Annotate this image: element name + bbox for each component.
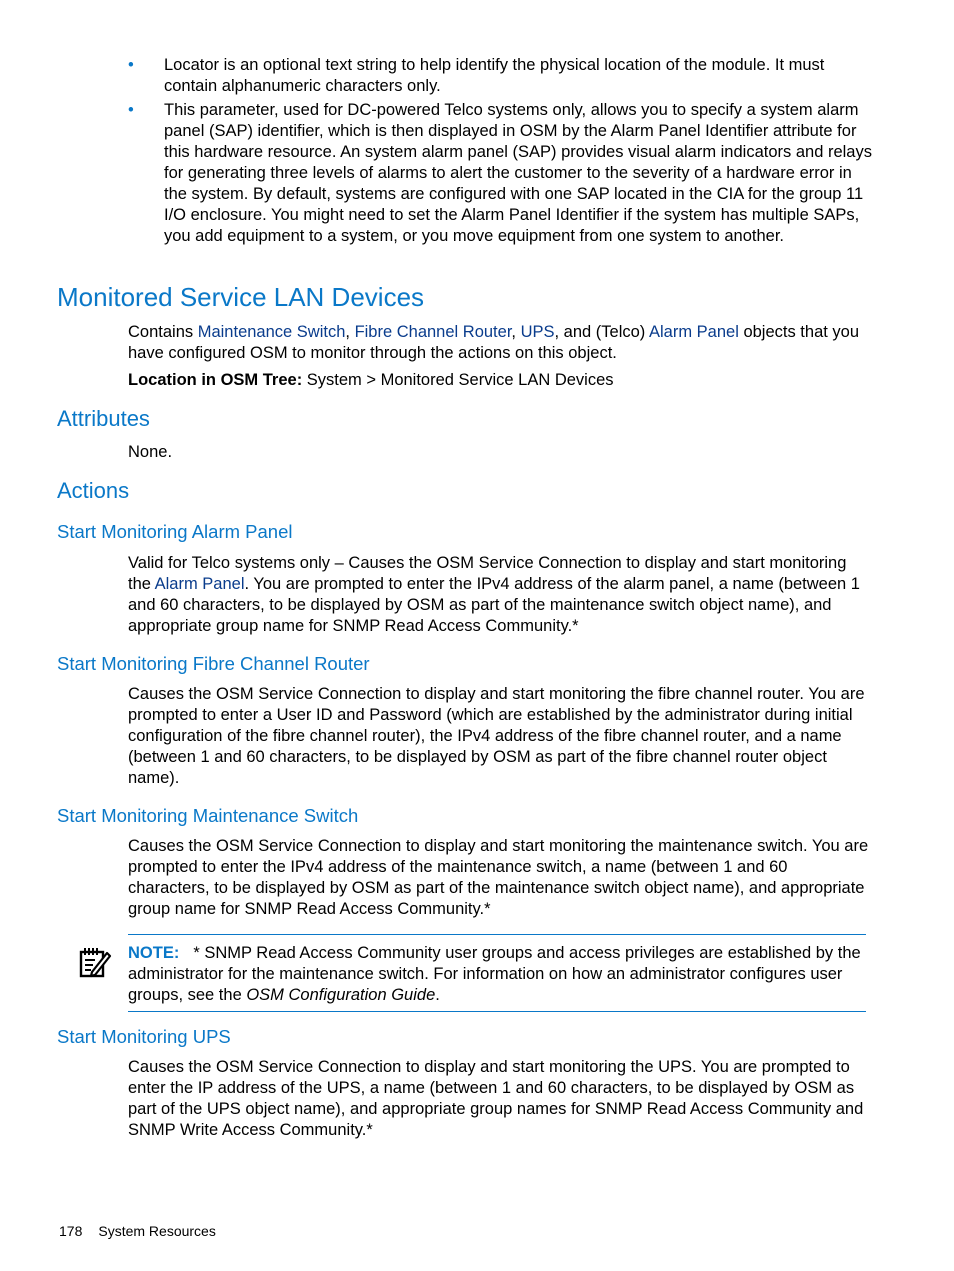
page-footer: [59, 1222, 216, 1240]
intro-text: objects that you have configured OSM to monitor through the actions on this object.: [128, 323, 860, 362]
bullet-marker: •: [128, 101, 134, 119]
bullet-list: [128, 55, 873, 250]
intro-text: Contains: [128, 323, 198, 341]
location-label: Location in OSM Tree:: [128, 371, 303, 389]
attributes-heading: Attributes: [57, 406, 150, 431]
page-number: 178: [59, 1223, 83, 1239]
fibre-channel-text: Causes the OSM Service Connection to display and start monitoring the fibre channel router. You are prompted to enter a User ID and Password (which are established by the administrator during initial configuration of the fibre channel router), the IPv4 address of the fibre channel router, and a name (between 1 and 60 characters, to be displayed by OSM as part of the fibre channel router object name).: [128, 685, 865, 787]
maintenance-switch-text: Causes the OSM Service Connection to display and start monitoring the maintenance switch. You are prompted to enter the IPv4 address of the maintenance switch, a name (between 1 and 60 characters, to be displayed by OSM as part of the maintenance switch object name), and appropriate group name for SNMP Read Access Community.*: [128, 837, 869, 918]
intro-separator: ,: [511, 323, 521, 341]
note-icon: [78, 945, 112, 979]
note-label: NOTE:: [128, 944, 180, 962]
maintenance-switch-heading: Start Monitoring Maintenance Switch: [57, 805, 359, 826]
link-fibre-channel-router[interactable]: Fibre Channel Router: [354, 323, 512, 341]
ups-heading: Start Monitoring UPS: [57, 1026, 231, 1047]
guide-title: OSM Configuration Guide: [246, 986, 436, 1004]
note-body: * SNMP Read Access Community user groups and access privileges are established by the administrator for the maintenance switch. For information on how an administrator configures user groups, see the: [128, 944, 861, 1004]
bullet-marker: •: [128, 56, 134, 74]
intro-separator: ,: [345, 323, 355, 341]
list-item-text: Locator is an optional text string to help identify the physical location of the module. It must contain alphanumeric characters only.: [164, 56, 825, 95]
alarm-panel-text: [128, 553, 870, 637]
alarm-panel-heading: Start Monitoring Alarm Panel: [57, 521, 293, 542]
footer-section: System Resources: [98, 1223, 216, 1239]
link-alarm-panel[interactable]: Alarm Panel: [648, 323, 739, 341]
list-item: [128, 100, 873, 247]
list-item-text: This parameter, used for DC-powered Telco systems only, allows you to specify a system alarm panel (SAP) identifier, which is then displayed in OSM by the Alarm Panel Identifier attribute for this hardware resource. An system alarm panel (SAP) provides visual alarm indicators and relays for generating three levels of alarms to alert the customer to the severity of a hardware error in the system. By default, systems are configured with one SAP located in the CIA for the group 11 I/O enclosure. You might need to set the Alarm Panel Identifier if the system has multiple SAPs, you add equipment to a system, or you move equipment from one system to another.: [164, 101, 872, 245]
location-value: System > Monitored Service LAN Devices: [302, 371, 614, 389]
alarm-panel-text-part: . You are prompted to enter the IPv4 address of the alarm panel, a name (between 1 and 60 characters, to be displayed by OSM as part of the maintenance switch object name), and appropriate group name for SNMP Read Access Community.*: [128, 575, 860, 635]
section-title: Monitored Service LAN Devices: [57, 282, 425, 312]
section-intro: [128, 322, 870, 364]
link-ups[interactable]: UPS: [520, 323, 555, 341]
intro-text: , and (Telco): [554, 323, 649, 341]
note-box: [128, 934, 866, 1012]
note-end: .: [435, 986, 440, 1004]
fibre-channel-heading: Start Monitoring Fibre Channel Router: [57, 653, 370, 674]
list-item: [128, 55, 873, 97]
attributes-text: None.: [128, 443, 173, 461]
location-line: [128, 370, 870, 391]
link-alarm-panel-inline[interactable]: Alarm Panel: [154, 575, 245, 593]
ups-text: Causes the OSM Service Connection to display and start monitoring the UPS. You are prompted to enter the IP address of the UPS, a name (between 1 and 60 characters, to be displayed by OSM as part of the UPS object name), and appropriate group names for SNMP Read Access Community and SNMP Write Access Community.*: [128, 1058, 864, 1139]
alarm-panel-text-part: Valid for Telco systems only – Causes the OSM Service Connection to display and start monitoring the: [128, 554, 847, 593]
link-maintenance-switch[interactable]: Maintenance Switch: [197, 323, 346, 341]
note-text: [128, 943, 864, 1006]
actions-heading: Actions: [57, 478, 130, 503]
